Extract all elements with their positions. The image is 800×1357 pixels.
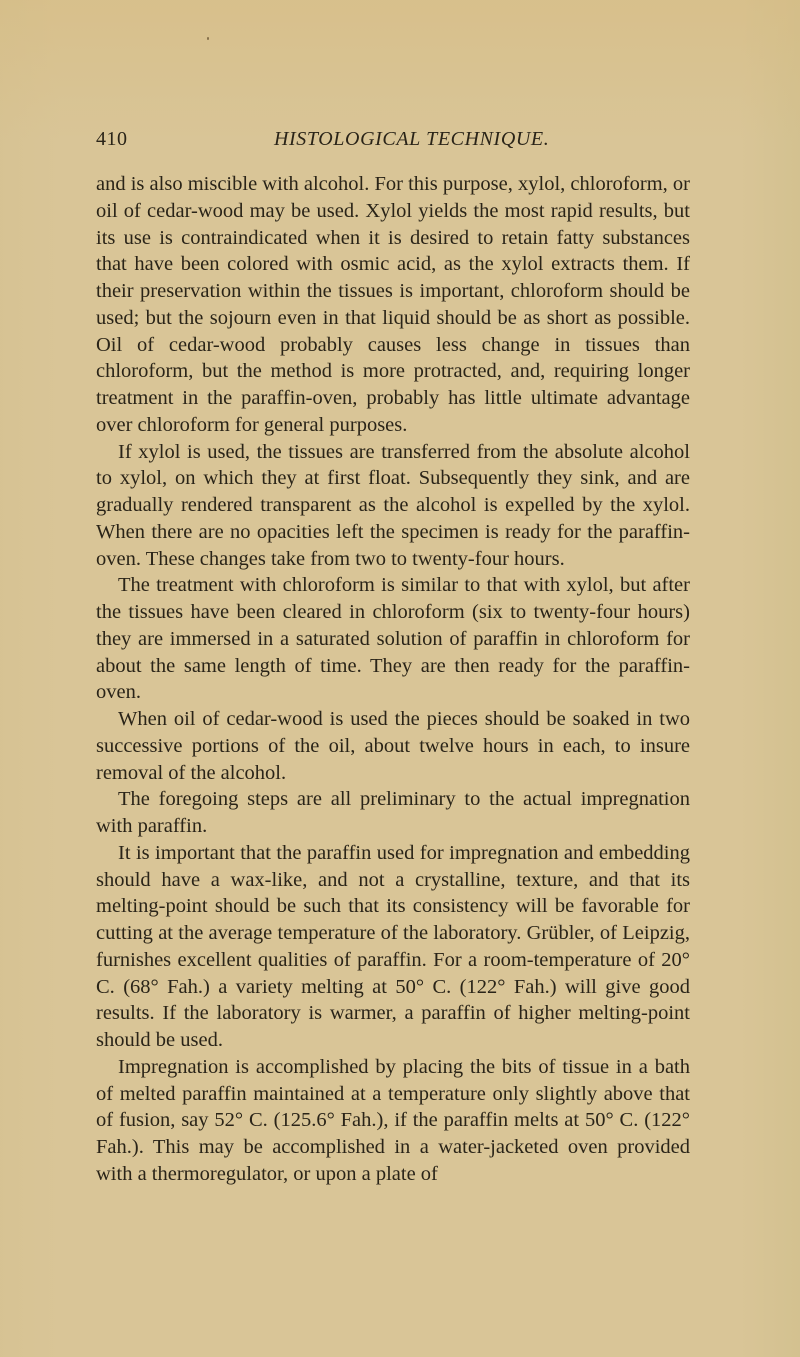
running-head — [96, 125, 696, 153]
paragraph-cedar-wood: When oil of cedar-wood is used the pieces should be soaked in two successive portions of the oil, about twelve hours in each, to insure removal of the alcohol. — [96, 708, 690, 784]
paragraph-preliminary-steps: The foregoing steps are all preliminary to the actual impregnation with paraffin. — [96, 788, 690, 837]
paragraph-chloroform: The treatment with chloroform is similar to that with xylol, but after the tissues have been cleared in chloroform (six to twenty-four hours) they are immersed in a saturated solution of paraffin in chloroform for about the same length of time. They are then ready for the paraffin-oven. — [96, 574, 690, 704]
body-text — [96, 171, 690, 1188]
paragraph-xylol: If xylol is used, the tissues are transferred from the absolute alcohol to xylol, on which they at first float. Subsequently they sink, and are gradually rendered transparent as the alcohol is expelled by the xylol. When there are no opacities left the specimen is ready for the paraffin-oven. These changes take from two to twenty-four hours. — [96, 440, 690, 570]
running-title: HISTOLOGICAL TECHNIQUE. — [274, 128, 550, 150]
paragraph-paraffin-quality: It is important that the paraffin used for impregnation and embedding should have a wax-like, and not a crystalline, texture, and that its melting-point should be such that its consistency will be favorable for cutting at the average temperature of the laboratory. Grübler, of Leipzig, furnishes excellent qualities of paraffin. For a room-temperature of 20° C. (68° Fah.) a variety melting at 50° C. (122° Fah.) will give good results. If the laboratory is warmer, a paraffin of higher melting-point should be used. — [96, 841, 690, 1051]
paragraph-impregnation: Impregnation is accomplished by placing the bits of tissue in a bath of melted paraffin maintained at a temperature only slightly above that of fusion, say 52° C. (125.6° Fah.), if the paraffin melts at 50° C. (122° Fah.). This may be accomplished in a water-jacketed oven provided with a thermoregulator, or upon a plate of — [96, 1055, 690, 1185]
page-number: 410 — [96, 128, 128, 150]
paragraph-clearing-agents: and is also miscible with alcohol. For this purpose, xylol, chloroform, or oil of cedar-wood may be used. Xylol yields the most rapid results, but its use is contraindicated when it is desired to retain fatty substances that have been colored with osmic acid, as the xylol extracts them. If their preservation within the tissues is important, chloroform should be used; but the sojourn even in that liquid should be as short as possible. Oil of cedar-wood probably causes less change in tissues than chloroform, but the method is more protracted, and, requiring longer treatment in the paraffin-oven, probably has little ultimate advantage over chloroform for general purposes. — [96, 173, 690, 436]
paper-speck — [207, 37, 209, 40]
